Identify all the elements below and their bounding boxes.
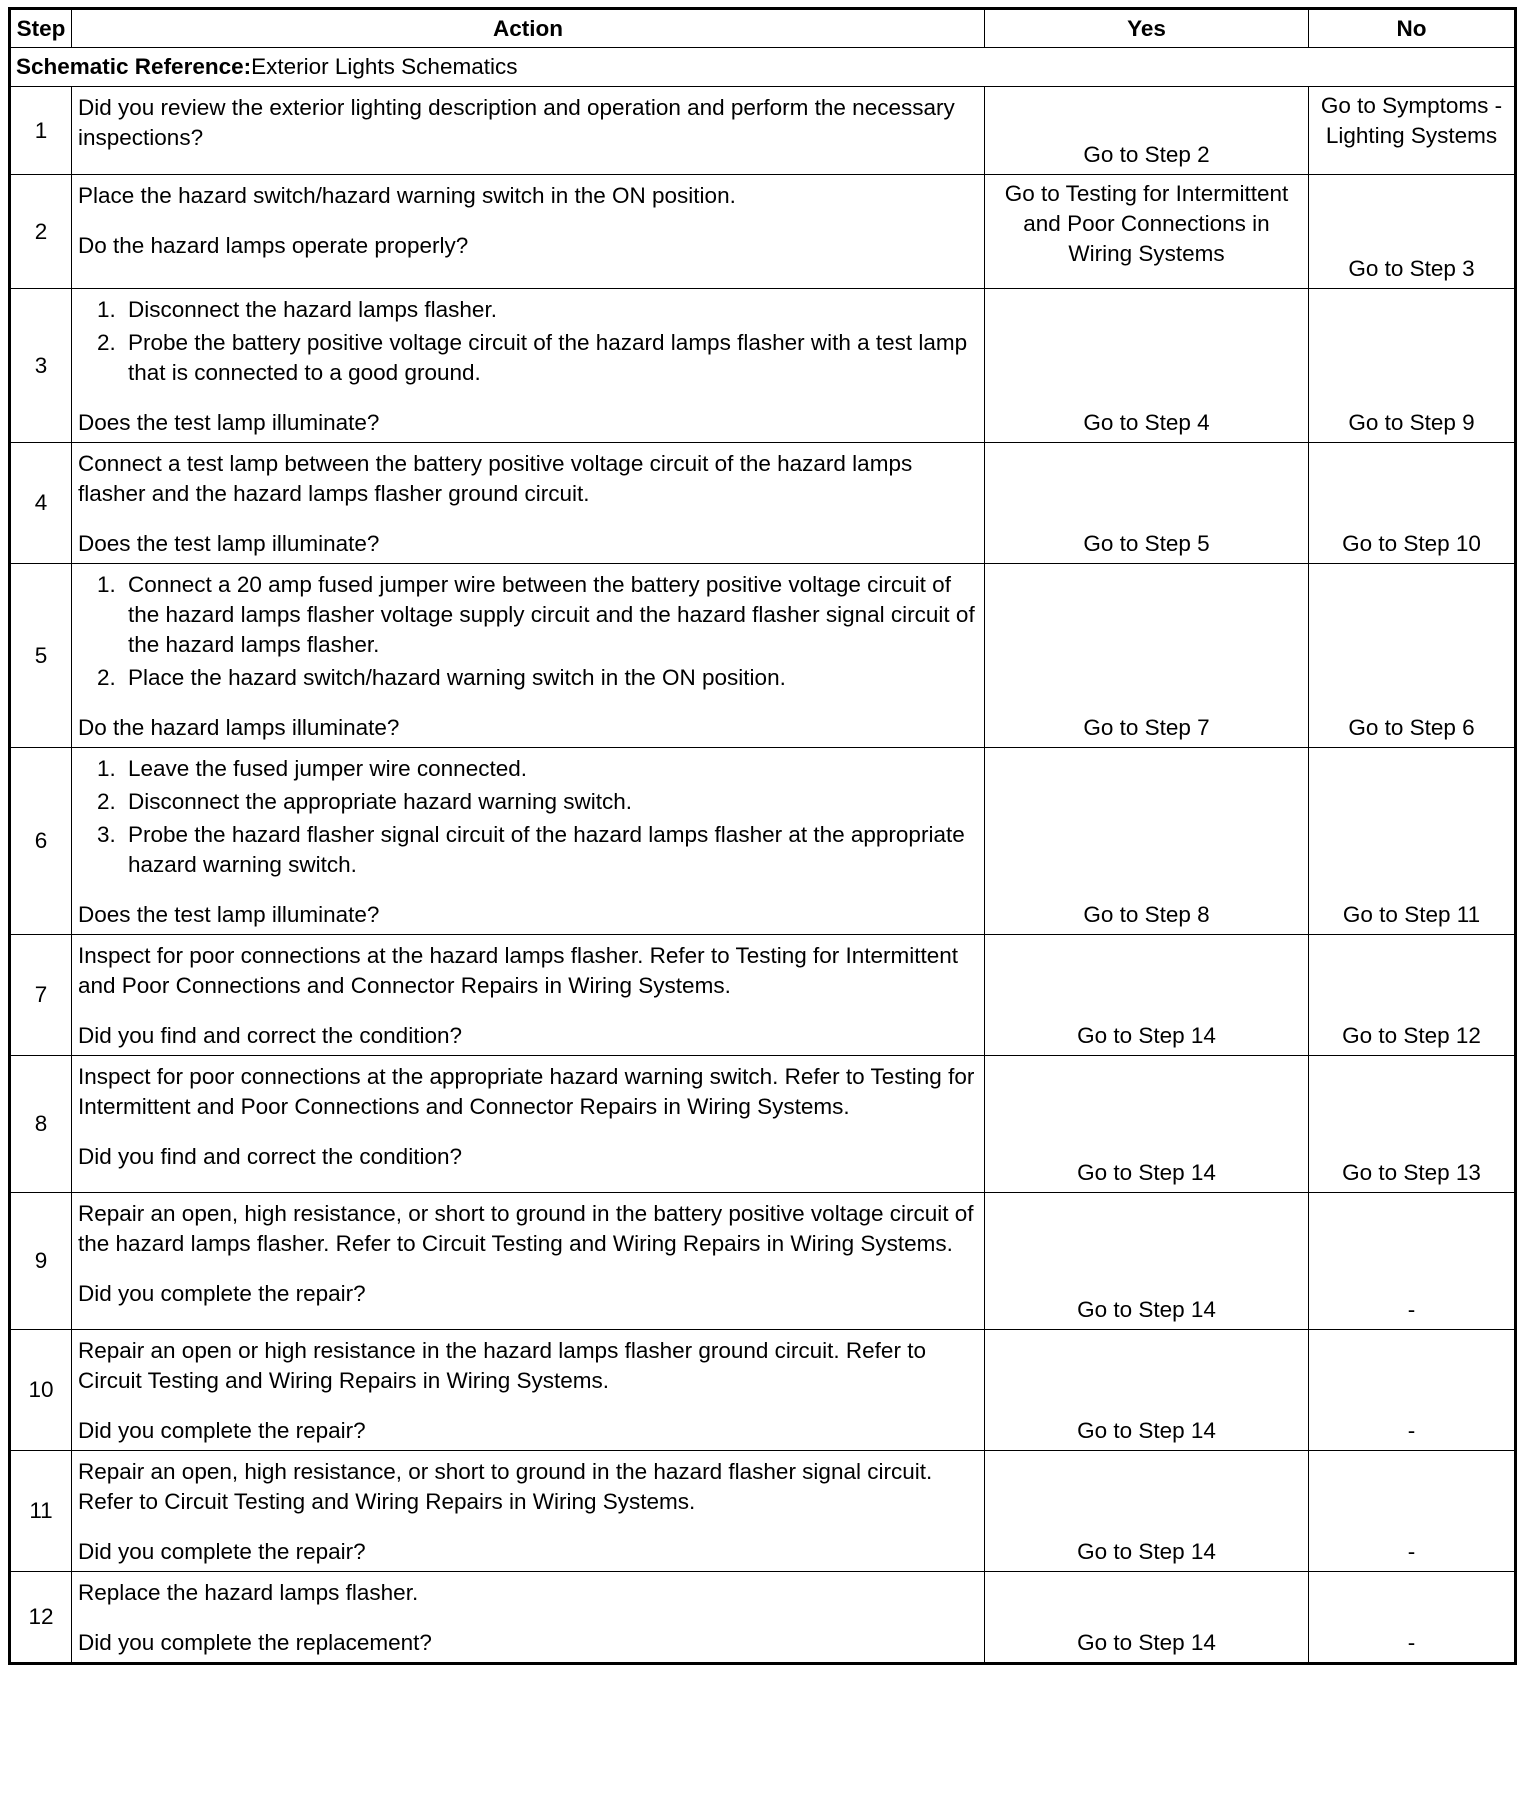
- action-question: Do the hazard lamps illuminate?: [78, 715, 400, 740]
- schematic-reference-link[interactable]: Exterior Lights Schematics: [251, 54, 518, 79]
- action-text: Repair an open, high resistance, or short to ground in the hazard flasher signal circuit. Refer to Circuit Testing and Wiring Repairs in Wiring Systems.: [78, 1459, 933, 1514]
- action-cell: [72, 1193, 985, 1330]
- no-link: -: [1309, 1193, 1516, 1330]
- action-step-item: 3. Probe the hazard flasher signal circuit of the hazard lamps flasher at the appropriate hazard warning switch.: [122, 820, 978, 880]
- action-question: Did you complete the repair?: [78, 1418, 366, 1443]
- header-row: [10, 9, 1516, 48]
- action-step-list: [78, 570, 978, 693]
- action-question: Did you find and correct the condition?: [78, 1144, 462, 1169]
- step-number: 2: [10, 175, 72, 289]
- yes-link[interactable]: Go to Step 14: [985, 1572, 1309, 1664]
- schematic-reference: [10, 48, 1516, 87]
- no-link: -: [1309, 1330, 1516, 1451]
- step-number: 12: [10, 1572, 72, 1664]
- table-row: [10, 87, 1516, 175]
- action-cell: [72, 564, 985, 748]
- action-question: Do the hazard lamps operate properly?: [78, 233, 469, 258]
- action-cell: [72, 175, 985, 289]
- action-text: Repair an open, high resistance, or short to ground in the battery positive voltage circuit of the hazard lamps flasher. Refer to Circuit Testing and Wiring Repairs in Wiring Systems.: [78, 1201, 974, 1256]
- table-row: [10, 289, 1516, 443]
- table-row: [10, 175, 1516, 289]
- no-link: -: [1309, 1572, 1516, 1664]
- action-cell: [72, 1056, 985, 1193]
- yes-link[interactable]: Go to Step 14: [985, 1330, 1309, 1451]
- step-number: 11: [10, 1451, 72, 1572]
- action-cell: [72, 289, 985, 443]
- no-link[interactable]: Go to Step 9: [1309, 289, 1516, 443]
- table-row: [10, 1330, 1516, 1451]
- schematic-reference-label: Schematic Reference:: [16, 54, 252, 79]
- table-row: [10, 564, 1516, 748]
- action-question: Does the test lamp illuminate?: [78, 902, 380, 927]
- no-link[interactable]: Go to Step 6: [1309, 564, 1516, 748]
- step-number: 3: [10, 289, 72, 443]
- action-cell: [72, 935, 985, 1056]
- yes-link[interactable]: Go to Step 7: [985, 564, 1309, 748]
- yes-link[interactable]: Go to Step 14: [985, 935, 1309, 1056]
- step-number: 6: [10, 748, 72, 935]
- action-step-list: [78, 754, 978, 880]
- step-number: 8: [10, 1056, 72, 1193]
- action-cell: [72, 1330, 985, 1451]
- no-link[interactable]: Go to Symptoms - Lighting Systems: [1309, 87, 1516, 175]
- table-row: [10, 1572, 1516, 1664]
- step-number: 1: [10, 87, 72, 175]
- action-question: Did you find and correct the condition?: [78, 1023, 462, 1048]
- action-step-item: 1. Leave the fused jumper wire connected.: [122, 754, 978, 784]
- step-number: 5: [10, 564, 72, 748]
- no-link: -: [1309, 1451, 1516, 1572]
- action-cell: [72, 87, 985, 175]
- action-text: Inspect for poor connections at the appropriate hazard warning switch. Refer to Testing for Intermittent and Poor Connections and Connector Repairs in Wiring Systems.: [78, 1064, 975, 1119]
- action-step-list: [78, 295, 978, 388]
- action-question: Did you complete the repair?: [78, 1539, 366, 1564]
- step-number: 4: [10, 443, 72, 564]
- action-cell: [72, 1451, 985, 1572]
- yes-link[interactable]: Go to Step 14: [985, 1193, 1309, 1330]
- header-step: Step: [10, 9, 72, 48]
- diagnostic-table: [8, 7, 1517, 1665]
- no-link[interactable]: Go to Step 10: [1309, 443, 1516, 564]
- yes-link[interactable]: Go to Testing for Intermittent and Poor Connections in Wiring Systems: [985, 175, 1309, 289]
- action-step-item: 1. Connect a 20 amp fused jumper wire between the battery positive voltage circuit of the hazard lamps flasher voltage supply circuit and the hazard flasher signal circuit of the hazard lamps flasher.: [122, 570, 978, 660]
- table-row: [10, 935, 1516, 1056]
- action-text: Connect a test lamp between the battery positive voltage circuit of the hazard lamps flasher and the hazard lamps flasher ground circuit.: [78, 451, 913, 506]
- action-text: Place the hazard switch/hazard warning switch in the ON position.: [78, 183, 736, 208]
- step-number: 10: [10, 1330, 72, 1451]
- action-cell: [72, 748, 985, 935]
- no-link[interactable]: Go to Step 11: [1309, 748, 1516, 935]
- action-text: Inspect for poor connections at the hazard lamps flasher. Refer to Testing for Intermittent and Poor Connections and Connector Repairs in Wiring Systems.: [78, 943, 959, 998]
- schematic-reference-row: [10, 48, 1516, 87]
- header-yes: Yes: [985, 9, 1309, 48]
- action-step-item: 2. Disconnect the appropriate hazard warning switch.: [122, 787, 978, 817]
- yes-link[interactable]: Go to Step 14: [985, 1056, 1309, 1193]
- action-question: Does the test lamp illuminate?: [78, 531, 380, 556]
- no-link[interactable]: Go to Step 3: [1309, 175, 1516, 289]
- step-number: 9: [10, 1193, 72, 1330]
- no-link[interactable]: Go to Step 12: [1309, 935, 1516, 1056]
- yes-link[interactable]: Go to Step 2: [985, 87, 1309, 175]
- table-row: [10, 443, 1516, 564]
- yes-link[interactable]: Go to Step 4: [985, 289, 1309, 443]
- action-step-item: 2. Probe the battery positive voltage circuit of the hazard lamps flasher with a test lamp that is connected to a good ground.: [122, 328, 978, 388]
- step-number: 7: [10, 935, 72, 1056]
- action-text: Replace the hazard lamps flasher.: [78, 1580, 419, 1605]
- table-row: [10, 1193, 1516, 1330]
- table-row: [10, 748, 1516, 935]
- no-link[interactable]: Go to Step 13: [1309, 1056, 1516, 1193]
- action-text: Did you review the exterior lighting description and operation and perform the necessary inspections?: [78, 95, 955, 150]
- yes-link[interactable]: Go to Step 14: [985, 1451, 1309, 1572]
- action-step-item: 2. Place the hazard switch/hazard warning switch in the ON position.: [122, 663, 978, 693]
- action-step-item: 1. Disconnect the hazard lamps flasher.: [122, 295, 978, 325]
- action-cell: [72, 443, 985, 564]
- action-text: Repair an open or high resistance in the hazard lamps flasher ground circuit. Refer to Circuit Testing and Wiring Repairs in Wiring Systems.: [78, 1338, 926, 1393]
- header-no: No: [1309, 9, 1516, 48]
- yes-link[interactable]: Go to Step 5: [985, 443, 1309, 564]
- action-cell: [72, 1572, 985, 1664]
- header-action: Action: [72, 9, 985, 48]
- table-row: [10, 1056, 1516, 1193]
- yes-link[interactable]: Go to Step 8: [985, 748, 1309, 935]
- action-question: Did you complete the replacement?: [78, 1630, 432, 1655]
- action-question: Does the test lamp illuminate?: [78, 410, 380, 435]
- action-question: Did you complete the repair?: [78, 1281, 366, 1306]
- table-row: [10, 1451, 1516, 1572]
